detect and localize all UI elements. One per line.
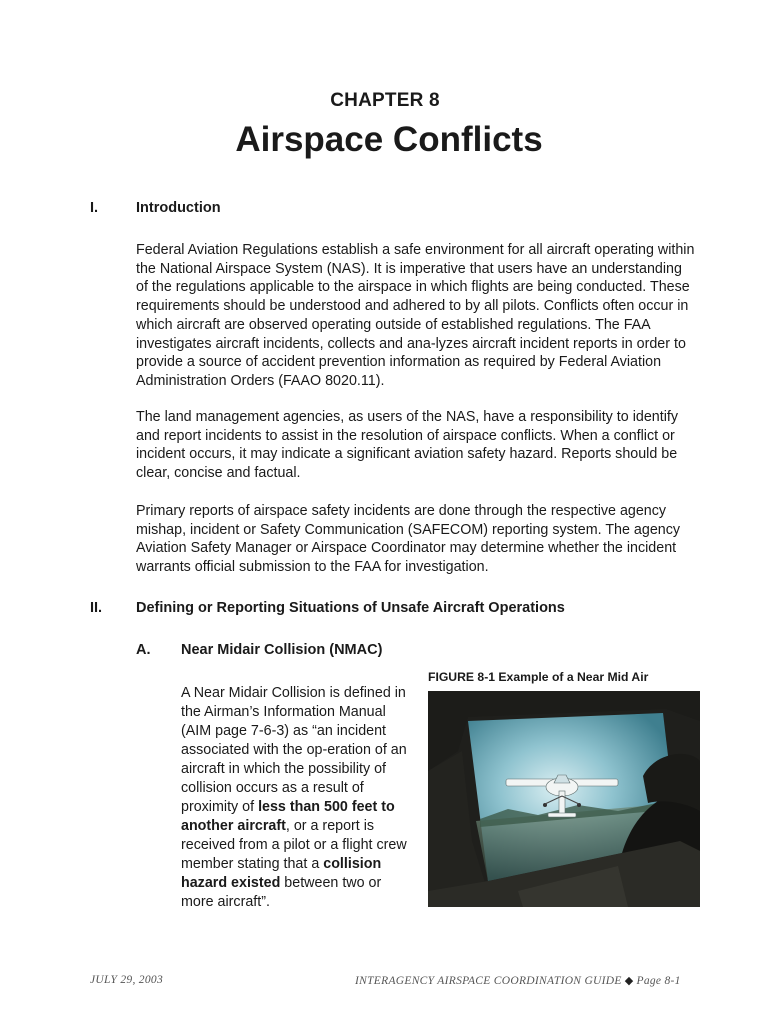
nmac-text-2: , or a report is received from a pilot or a flight crew member stating that a (181, 818, 407, 872)
footer-guide-title: INTERAGENCY AIRSPACE COORDINATION GUIDE (355, 975, 622, 987)
nmac-definition (181, 684, 417, 912)
nmac-bold-distance: less than 500 feet to another aircraft (181, 799, 395, 834)
footer-page-number: Page 8-1 (636, 975, 681, 987)
intro-paragraph-3: Primary reports of airspace safety incidents are done through the respective agency mishap, incident or Safety Communication (SAFECOM) reporting system. The agency Aviation Safety Manager or Airspace Coordinator may determine whether the incident warrants official submission to the FAA for investigation. (136, 503, 681, 576)
figure-photo (428, 691, 700, 907)
intro-paragraph-2: The land management agencies, as users of the NAS, have a responsibility to identify and report incidents to assist in the resolution of airspace conflicts. When a conflict or incident occurs, it may indicate a significant aviation safety hazard. Reports should be clear, concise and factual. (136, 409, 678, 482)
footer-date: JULY 29, 2003 (90, 974, 163, 986)
nmac-bold-hazard: collision hazard existed (181, 856, 382, 891)
page-title: Airspace Conflicts (235, 120, 543, 159)
nmac-text-1: A Near Midair Collision is defined in the Airman’s Information Manual (AIM page 7-6-3) as “an incident associated with the op-eration of an aircraft in which the possibility of collision occurs as a result of proximity of (181, 685, 407, 815)
diamond-icon: ◆ (624, 975, 634, 987)
intro-paragraph-1: Federal Aviation Regulations establish a safe environment for all aircraft operating within the National Airspace System (NAS). It is imperative that users have an understanding of the regulations applicable to the airspace in which flights are being conducted. These requirements should be understood and adhered to by all pilots. Conflicts often occur in which aircraft are observed operating outside of established regulations. The FAA investigates aircraft incidents, collects and ana-lyzes aircraft incident reports in order to provide a source of accident prevention information as required by Federal Aviation Administration Orders (FAAO 8020.11). (136, 242, 695, 389)
footer-guide (355, 974, 681, 987)
nmac-text-3: between two or more aircraft”. (181, 875, 382, 910)
subsection-a-heading: Near Midair Collision (NMAC) (181, 642, 383, 658)
section-2-heading: Defining or Reporting Situations of Unsafe Aircraft Operations (136, 600, 565, 616)
section-1-number: I. (90, 200, 99, 216)
section-2-number: II. (90, 600, 103, 616)
figure-caption: FIGURE 8-1 Example of a Near Mid Air (428, 670, 649, 684)
section-1-heading: Introduction (136, 200, 221, 216)
chapter-label: CHAPTER 8 (330, 90, 440, 111)
subsection-a-letter: A. (136, 642, 151, 658)
